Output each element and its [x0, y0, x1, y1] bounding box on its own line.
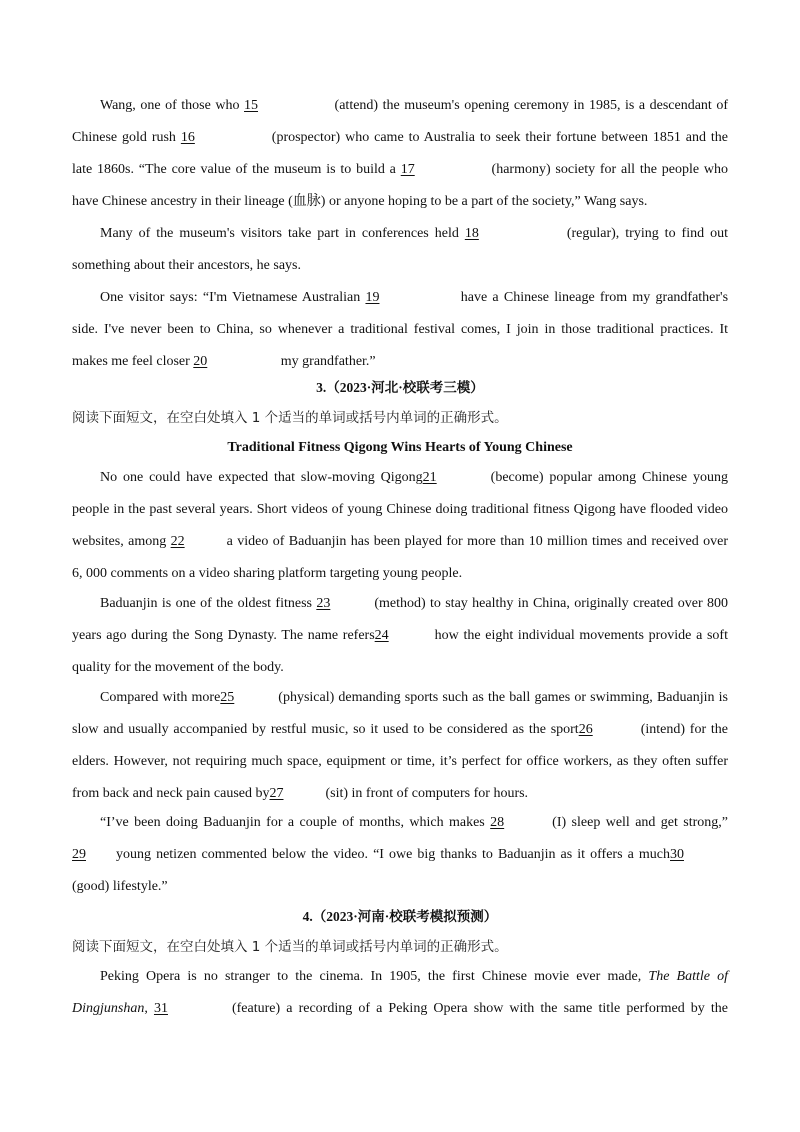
text-line [72, 282, 728, 314]
text: Wang, one of those who [100, 98, 240, 113]
text-line [72, 652, 728, 684]
blank-25[interactable]: 25 [220, 690, 235, 705]
text: how the eight individual movements provide a soft [434, 628, 728, 643]
text: (become) popular among Chinese young [490, 470, 729, 485]
paragraph-netizen-quote [72, 807, 728, 903]
section-3-instruction: 阅读下面短文，在空白处填入 1 个适当的单词或括号内单词的正确形式。 [72, 410, 508, 426]
blank-21[interactable]: 21 [422, 470, 437, 485]
text: elders. However, not requiring much space, equipment or time, it’s perfect for office workers, as they often suffer [72, 754, 728, 769]
text-line [72, 526, 728, 558]
text: (attend) the museum's opening ceremony in 1985, is a descendant of [334, 98, 728, 113]
movie-title: The Battle of [648, 969, 728, 984]
text: young netizen commented below the video. “I owe big thanks to Baduanjin as it offers a much [116, 847, 670, 862]
text: have Chinese ancestry in their lineage (血脉) or anyone hoping to be a part of the society,” Wang says. [72, 194, 648, 209]
text: (prospector) who came to Australia to seek their fortune between 1851 and the [271, 130, 729, 145]
text-line [72, 314, 728, 346]
blank-22[interactable]: 22 [170, 534, 185, 549]
text: late 1860s. “The core value of the museum is to build a [72, 162, 396, 177]
blank-31[interactable]: 31 [153, 1001, 168, 1016]
text: my grandfather.” [280, 354, 376, 369]
text-line [72, 778, 728, 810]
text-line [72, 807, 728, 839]
text: , [144, 1001, 148, 1016]
blank-24[interactable]: 24 [374, 628, 389, 643]
paragraph-visitor-quote [72, 282, 728, 378]
text-line [72, 186, 728, 218]
paragraph-wang [72, 90, 728, 218]
text-line [72, 558, 728, 590]
text-line [72, 620, 728, 652]
section-3-heading: 3.（2023·河北·校联考三模） [316, 380, 484, 395]
blank-15[interactable]: 15 [244, 98, 259, 113]
text: (good) lifestyle.” [72, 879, 168, 894]
blank-29[interactable]: 29 [72, 847, 86, 862]
text-line [72, 993, 728, 1025]
text: something about their ancestors, he says. [72, 258, 302, 273]
passage-title: Traditional Fitness Qigong Wins Hearts of Young Chinese [227, 440, 573, 455]
paragraph-visitors [72, 218, 728, 282]
text: Baduanjin is one of the oldest fitness [100, 596, 312, 611]
blank-28[interactable]: 28 [490, 815, 505, 830]
blank-26[interactable]: 26 [578, 722, 593, 737]
text: people in the past several years. Short videos of young Chinese doing traditional fitness Qigong have flooded video [72, 502, 728, 517]
text: (harmony) society for all the people who [491, 162, 728, 177]
text: websites, among [72, 534, 167, 549]
text-line [72, 839, 728, 871]
text: side. I've never been to China, so whenever a traditional festival comes, I join in those traditional practices. It [72, 322, 728, 337]
text: quality for the movement of the body. [72, 660, 284, 675]
text: Chinese gold rush [72, 130, 176, 145]
paragraph-qigong [72, 462, 728, 590]
text-line [72, 682, 728, 714]
blank-19[interactable]: 19 [365, 290, 380, 305]
text: Compared with more [100, 690, 221, 705]
text: 6, 000 comments on a video sharing platform targeting young people. [72, 566, 463, 581]
blank-18[interactable]: 18 [464, 226, 479, 241]
text-line [72, 588, 728, 620]
text: (intend) for the [640, 722, 728, 737]
text: a video of Baduanjin has been played for more than 10 million times and received over [226, 534, 728, 549]
text: makes me feel closer [72, 354, 190, 369]
text: (physical) demanding sports such as the ball games or swimming, Baduanjin is [278, 690, 728, 705]
text: (method) to stay healthy in China, originally created over 800 [374, 596, 729, 611]
text: Many of the museum's visitors take part in conferences held [100, 226, 459, 241]
blank-23[interactable]: 23 [316, 596, 331, 611]
text-line [72, 746, 728, 778]
text: (feature) a recording of a Peking Opera show with the same title performed by the [231, 1001, 729, 1016]
paragraph-baduanjin [72, 588, 728, 684]
text: (regular), trying to find out [566, 226, 728, 241]
movie-title: Dingjunshan [72, 1001, 145, 1016]
text-line [72, 122, 728, 154]
text: One visitor says: “I'm Vietnamese Australian [100, 290, 361, 305]
text-line [72, 871, 728, 903]
text-line [72, 218, 728, 250]
blank-20[interactable]: 20 [193, 354, 208, 369]
section-4-heading: 4.（2023·河南·校联考模拟预测） [302, 909, 498, 924]
text-line [72, 462, 728, 494]
text: (sit) in front of computers for hours. [325, 786, 529, 801]
blank-16[interactable]: 16 [180, 130, 195, 145]
text: years ago during the Song Dynasty. The name refers [72, 628, 375, 643]
text: (I) sleep well and get strong,” [552, 815, 729, 830]
paragraph-compared [72, 682, 728, 810]
text: Peking Opera is no stranger to the cinema. In 1905, the first Chinese movie ever made, [100, 969, 642, 984]
section-4-instruction: 阅读下面短文，在空白处填入 1 个适当的单词或括号内单词的正确形式。 [72, 939, 508, 955]
text: slow and usually accompanied by restful music, so it used to be considered as the sport [72, 722, 579, 737]
text-line [72, 250, 728, 282]
text-line [72, 90, 728, 122]
blank-30[interactable]: 30 [670, 847, 684, 862]
text: “I’ve been doing Baduanjin for a couple of months, which makes [100, 815, 485, 830]
text: from back and neck pain caused by [72, 786, 270, 801]
text-line [72, 494, 728, 526]
text: have a Chinese lineage from my grandfather's [460, 290, 729, 305]
text-line [72, 714, 728, 746]
text-line [72, 961, 728, 993]
blank-17[interactable]: 17 [400, 162, 415, 177]
text: No one could have expected that slow-moving Qigong [100, 470, 423, 485]
text-line [72, 154, 728, 186]
blank-27[interactable]: 27 [269, 786, 284, 801]
paragraph-peking-opera [72, 961, 728, 1025]
